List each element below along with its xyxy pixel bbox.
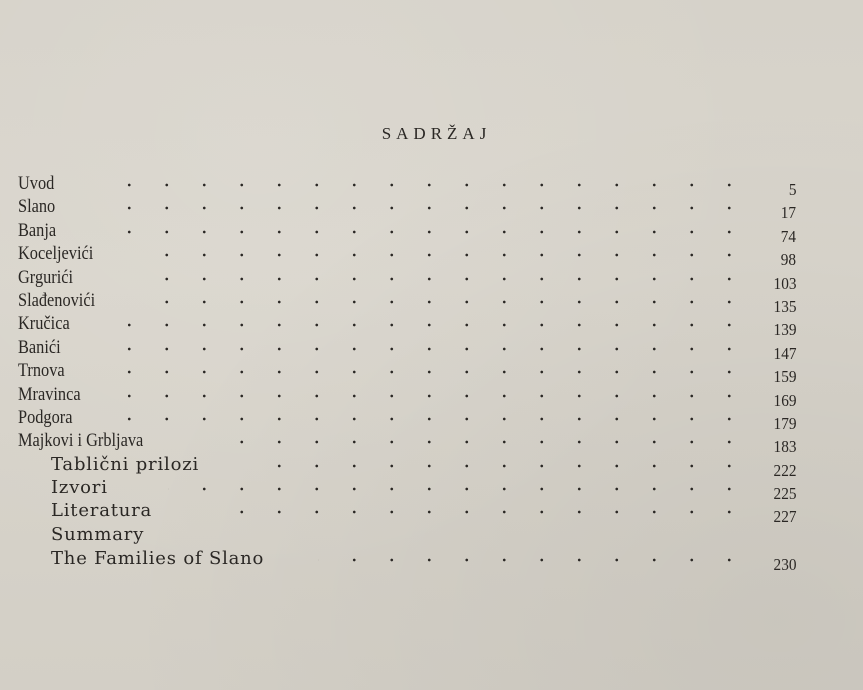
dot-leader: [118, 412, 748, 426]
toc-entry-page: 98: [780, 250, 796, 270]
dot-leader: [168, 482, 748, 496]
toc-entry-page: 17: [780, 203, 796, 223]
toc-entry-banici: [18, 336, 798, 363]
toc-entry-page: 147: [773, 343, 796, 363]
toc-entry-slano: [18, 195, 798, 223]
toc-entry-page: 159: [773, 367, 796, 387]
toc-entry-page: 179: [773, 413, 796, 433]
dot-leader: [118, 365, 748, 379]
toc-entry-page: 169: [773, 390, 796, 410]
toc-entry-label: Banja: [18, 219, 57, 241]
toc-entry-page: 183: [773, 437, 796, 457]
dot-leader: [158, 295, 748, 309]
dot-leader: [248, 459, 748, 473]
toc-entry-tablicni-prilozi: [18, 453, 798, 480]
dot-leader: [128, 318, 748, 332]
dot-leader: [128, 389, 748, 403]
toc-entry-page: 227: [773, 507, 796, 527]
toc-entry-sladenovici: [18, 289, 798, 316]
dot-leader: [118, 178, 748, 192]
toc-entry-label: Tablični prilozi: [51, 453, 200, 475]
toc-entry-krucica: [18, 312, 798, 340]
toc-entry-label: The Families of Slano: [51, 547, 265, 569]
toc-entry-label: Izvori: [51, 477, 108, 499]
toc-entry-page: 225: [773, 484, 796, 504]
toc-entry-page: 5: [788, 180, 796, 199]
toc-entry-label: Grgurići: [18, 266, 74, 288]
toc-entry-label: Summary: [51, 523, 145, 545]
dot-leader: [318, 553, 748, 567]
dot-leader: [238, 435, 748, 449]
toc-entry-koceljevici: [18, 242, 798, 270]
toc-entry-label: Literatura: [51, 500, 153, 522]
dot-leader: [138, 272, 748, 286]
dot-leader: [118, 342, 748, 356]
toc-entry-majkovi: [18, 429, 798, 457]
toc-entry-label: Koceljevići: [18, 243, 94, 265]
toc-entry-label: Uvod: [18, 173, 55, 194]
toc-entry-families-of-slano: [18, 547, 798, 574]
toc-entry-label: Kručica: [18, 313, 70, 335]
toc-entry-izvori: [18, 476, 798, 504]
toc-entry-page: 222: [773, 460, 796, 480]
toc-entry-label: Podgora: [18, 406, 73, 428]
toc-entry-label: Slano: [18, 196, 56, 218]
dot-leader: [118, 201, 748, 215]
toc-entry-page: 230: [773, 554, 796, 574]
toc-entry-uvod: [18, 172, 798, 199]
toc-entry-literatura: [18, 499, 798, 527]
toc-entry-page: 139: [773, 320, 796, 340]
dot-leader: [158, 248, 748, 262]
page-title: SADRŽAJ: [381, 124, 492, 143]
toc-entry-page: 135: [773, 296, 796, 316]
dot-leader: [208, 505, 748, 519]
toc-entry-page: 74: [780, 226, 796, 246]
toc-entry-page: 103: [773, 273, 796, 293]
toc-entry-label: Majkovi i Grbljava: [18, 430, 144, 452]
toc-entry-grgurici: [18, 266, 798, 293]
toc-entry-podgora: [18, 406, 798, 433]
table-of-contents: [18, 172, 798, 574]
toc-entry-mravinca: [18, 383, 798, 410]
toc-entry-label: Mravinca: [18, 383, 81, 405]
toc-entry-banja: [18, 219, 798, 246]
toc-entry-summary: [18, 523, 798, 547]
toc-entry-label: Trnova: [18, 360, 65, 382]
toc-entry-label: Slađenovići: [18, 289, 96, 311]
toc-entry-trnova: [18, 359, 798, 387]
toc-entry-label: Banići: [18, 336, 61, 358]
dot-leader: [118, 225, 748, 239]
